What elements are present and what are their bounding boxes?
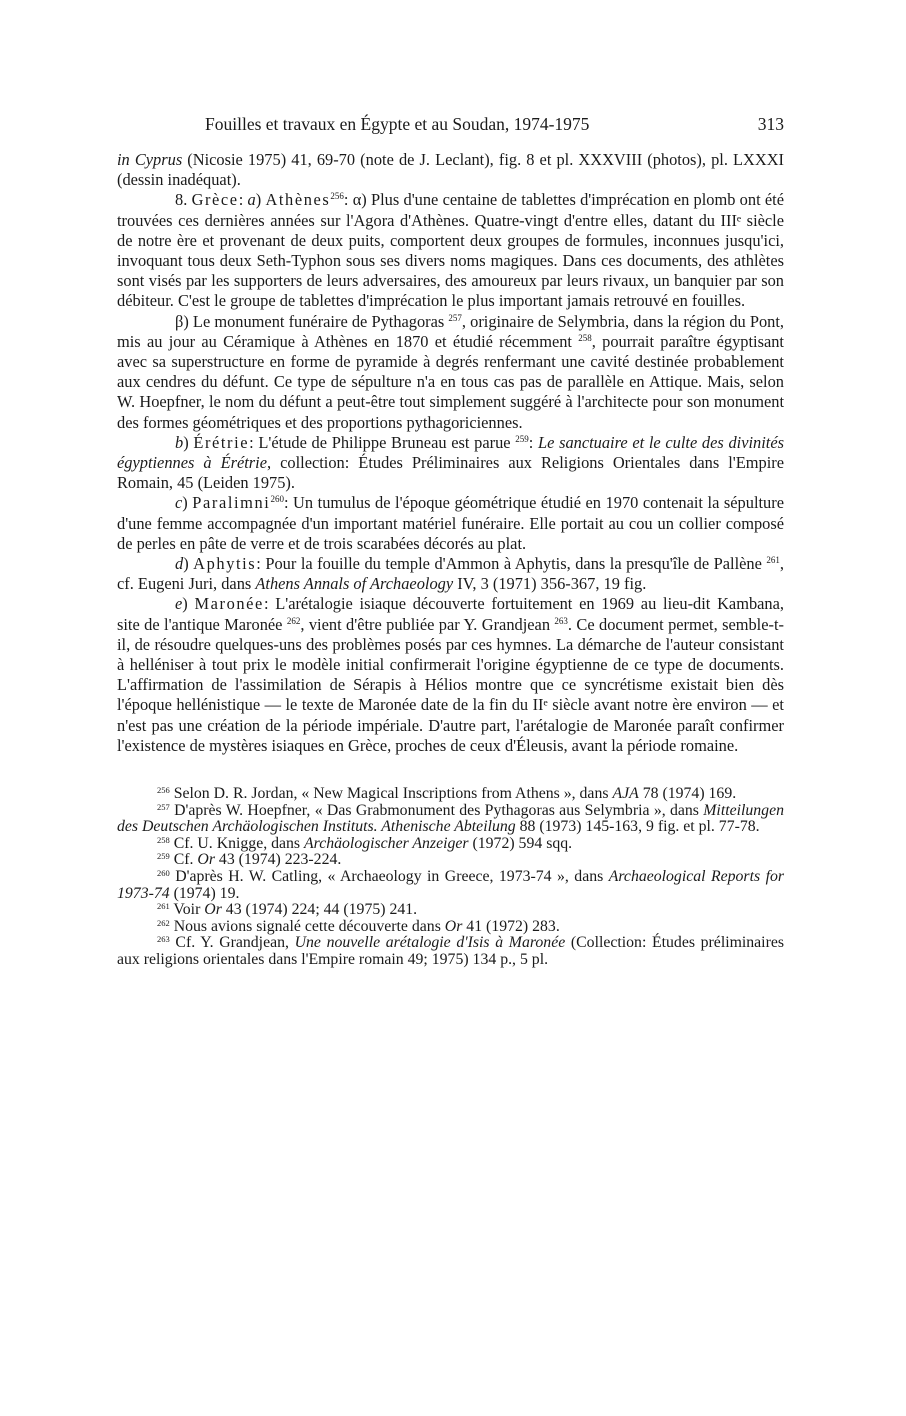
spaced-heading: Paralimni [192, 493, 271, 513]
spaced-heading: Grèce [191, 190, 239, 210]
text-run: : [238, 190, 248, 210]
footnote [117, 786, 784, 803]
italic-text: Le sanctuaire et le culte des divinités égyptiennes à Érétrie [117, 432, 784, 473]
note-ref: 261 [766, 555, 780, 566]
text-run: D'après W. Hoepfner, « Das Grabmonument des Pythagoras aus Selymbria », dans [169, 801, 704, 819]
spaced-heading: Athènes [265, 190, 331, 210]
note-ref: 262 [286, 615, 301, 626]
text-run: IV, 3 (1971) 356-367, 19 fig. [453, 574, 647, 594]
note-ref: 263 [554, 615, 568, 626]
spaced-heading: Érétrie [193, 432, 250, 452]
page [117, 110, 784, 969]
italic-text: Une nouvelle arétalogie d'Isis à Maronée [294, 934, 566, 952]
text-run: , cf. Eugeni Juri, dans [117, 554, 784, 594]
italic-text: in Cyprus [117, 150, 183, 169]
footnote [117, 836, 784, 853]
spaced-heading: Maronée [194, 594, 264, 614]
footnote [117, 902, 784, 919]
italic-text: a [247, 190, 256, 210]
italic-text: Mitteilungen des Deutschen Archäologischen Instituts. Athenische Abteilung [117, 801, 784, 836]
text-run: . Ce document permet, semble-t-il, de résoudre quelques-uns des problèmes posés par ces hymnes. La démarche de l'auteur consistant à helléniser à tout prix le modèle initial confirmerait l'origine égyptienne de ce type de documents. L'affirmation de l'assimilation de Sérapis à Hélios montre que ce syncrétisme existait bien dès l'époque hellénistique — le texte de Maronée date de la fin du IIᵉ siècle avant notre ère environ — et n'est pas une création de la période impériale. D'autre part, l'arétalogie de Maronée paraît confirmer l'existence de mystères isiaques en Grèce, proches de ceux d'Éleusis, avant la période romaine. [117, 614, 784, 755]
paragraph [117, 554, 784, 594]
text-run: ) [182, 493, 193, 513]
text-run: Selon D. R. Jordan, « New Magical Inscriptions from Athens », dans [169, 785, 613, 803]
text-run: : α) Plus d'une centaine de tablettes d'imprécation en plomb ont été trouvées ces dernières années sur l'Agora d'Athènes. Quatre-vingt d'entre elles, datant du IIIᵉ siècle de notre ère et provenant de deux puits, comportent deux groupes de formules, inconnues jusqu'ici, invoquant tous deux Seth-Typhon sous ses divers noms magiques. Dans ces documents, des athlètes sont visés par les supporters de leurs adversaires, des amoureux par leurs rivaux, un banquier par son débiteur. C'est le groupe de tablettes d'imprécation le plus important jamais retrouvé en fouilles. [117, 190, 785, 311]
footnote [117, 852, 784, 869]
text-run: , collection: Études Préliminaires aux Religions Orientales dans l'Empire Romain, 45 (Leiden 1975). [117, 453, 785, 493]
note-ref: 262 [157, 917, 170, 928]
running-title: Fouilles et travaux en Égypte et au Soudan, 1974-1975 [205, 114, 590, 134]
text-run: , pourrait paraître égyptisant avec sa superstructure en forme de pyramide à degrés renfermant une cavité destinée probablement aux cendres du défunt. Ce type de sépulture n'a en tous cas pas de parallèle en Attique. Mais, selon W. Hoepfner, le nom du défunt a peut-être tout simplement suggéré à l'architecte pour son monument des formes géométriques et des proportions pythagoriciennes. [117, 331, 784, 432]
italic-text: d [175, 554, 184, 574]
text-run: : [528, 432, 538, 452]
paragraph [117, 594, 784, 756]
note-ref: 256 [157, 785, 170, 796]
text-run: Voir [169, 901, 205, 919]
note-ref: 259 [515, 433, 529, 444]
text-run: (Nicosie 1975) 41, 69-70 (note de J. Leclant), fig. 8 et pl. XXXVIII (photos), pl. LXXXI (dessin inadéquat). [117, 150, 784, 190]
text-run: ) [183, 554, 194, 574]
note-ref: 256 [330, 191, 344, 202]
text-run: Cf. Y. Grandjean, [169, 934, 295, 952]
paragraph [117, 433, 784, 494]
running-header [117, 110, 784, 140]
text-run: : L'arétalogie isiaque découverte fortuitement en 1969 au lieu-dit Kambana, site de l'antique Maronée [117, 594, 784, 634]
text-run: ) [182, 594, 195, 614]
italic-text: Or [444, 917, 463, 935]
text-run: Cf. U. Knigge, dans [169, 834, 305, 852]
text-run: (1972) 594 sqq. [468, 834, 573, 852]
note-ref: 261 [157, 901, 170, 912]
italic-text: Athens Annals of Archaeology [255, 574, 454, 594]
text-run: 88 (1973) 145-163, 9 fig. et pl. 77-78. [515, 818, 760, 836]
italic-text: Or [204, 901, 222, 919]
footnotes [117, 786, 784, 969]
text-run: : Pour la fouille du temple d'Ammon à Aphytis, dans la presqu'île de Pallène [256, 554, 767, 574]
note-ref: 258 [157, 834, 170, 845]
text-run: : Un tumulus de l'époque géométrique étudié en 1970 contenait la sépulture d'une femme accompagnée d'un important matériel funéraire. Elle portait au cou un collier composé de perles en pâte de verre et de trois scarabées décorés au plat. [117, 493, 784, 553]
text-run: (1974) 19. [169, 884, 240, 902]
paragraph [117, 312, 784, 433]
text-run: 8. [175, 190, 192, 210]
note-ref: 257 [157, 801, 170, 812]
note-ref: 263 [157, 934, 170, 945]
text-run: β) Le monument funéraire de Pythagoras [175, 311, 449, 331]
footnote [117, 803, 784, 836]
text-run: (Collection: Études préliminaires aux religions orientales dans l'Empire romain 49; 1975) 134 p., 5 pl. [117, 934, 784, 969]
paragraph [117, 190, 784, 311]
italic-text: Archäologischer Anzeiger [304, 834, 469, 852]
note-ref: 260 [270, 494, 284, 505]
spaced-heading: Aphytis [193, 554, 257, 574]
note-ref: 258 [578, 332, 592, 343]
text-run: 41 (1972) 283. [462, 917, 560, 935]
text-run: 43 (1974) 223-224. [214, 851, 342, 869]
italic-text: Or [197, 851, 215, 869]
note-ref: 257 [448, 312, 462, 323]
note-ref: 259 [157, 851, 170, 862]
footnote [117, 869, 784, 902]
text-run: , vient d'être publiée par Y. Grandjean [300, 614, 555, 634]
text-run: ) [183, 432, 194, 452]
paragraph [117, 150, 784, 190]
text-run: : L'étude de Philippe Bruneau est parue [249, 432, 516, 452]
italic-text: AJA [612, 785, 639, 803]
italic-text: Archaeological Reports for 1973-74 [117, 868, 785, 902]
paragraph [117, 493, 784, 554]
text-run: , originaire de Selymbria, dans la région du Pont, mis au jour au Céramique à Athènes en 1870 et étudié récemment [117, 311, 784, 351]
italic-text: e [175, 594, 183, 614]
italic-text: b [175, 432, 184, 452]
page-number: 313 [757, 114, 784, 134]
main-text [117, 150, 784, 756]
text-run: 43 (1974) 224; 44 (1975) 241. [221, 901, 418, 919]
footnote [117, 935, 784, 968]
note-ref: 260 [157, 868, 170, 879]
text-run: ) [255, 190, 266, 210]
text-run: Nous avions signalé cette découverte dans [169, 917, 445, 935]
text-run: 78 (1974) 169. [638, 785, 737, 803]
footnote [117, 919, 784, 936]
italic-text: c [175, 493, 183, 513]
text-run: D'après H. W. Catling, « Archaeology in Greece, 1973-74 », dans [169, 868, 609, 886]
text-run: Cf. [169, 851, 198, 869]
